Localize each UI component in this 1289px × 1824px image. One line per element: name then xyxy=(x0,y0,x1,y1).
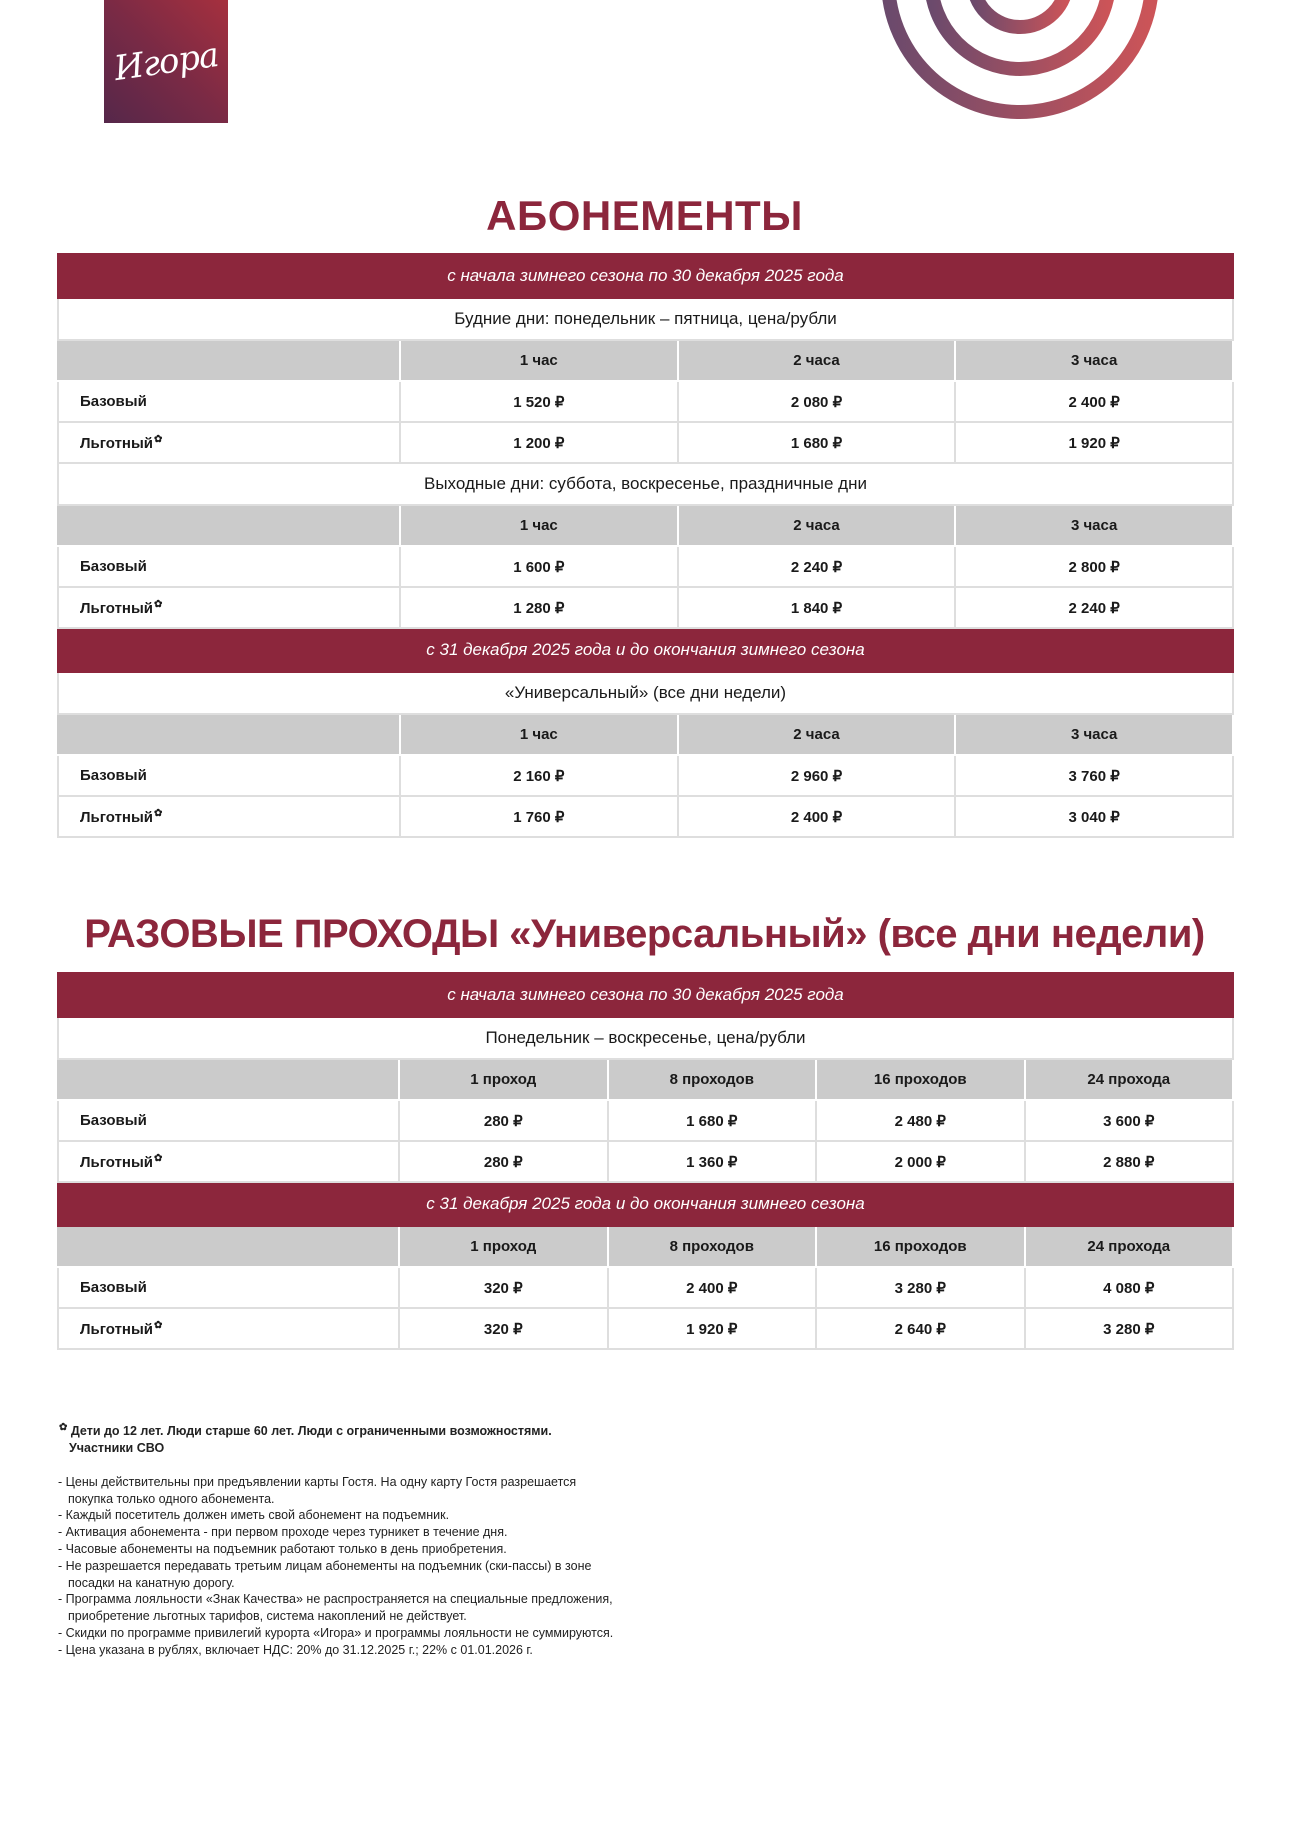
price-cell: 1 760 ₽ xyxy=(400,796,678,837)
table-header-row xyxy=(58,340,1233,381)
footnote-marker-icon: ✿ xyxy=(154,807,163,819)
table-header-row xyxy=(58,1059,1233,1100)
price-cell: 1 520 ₽ xyxy=(400,381,678,422)
price-cell: 320 ₽ xyxy=(399,1267,608,1308)
price-cell: 280 ₽ xyxy=(399,1141,608,1182)
period-label: с начала зимнего сезона по 30 декабря 2025 года xyxy=(58,254,1233,298)
universal-subtitle: «Универсальный» (все дни недели) xyxy=(58,672,1233,714)
column-header: 8 проходов xyxy=(608,1226,817,1267)
note-rule: - Активация абонемента - при первом проходе через турникет в течение дня. xyxy=(58,1525,508,1540)
column-header: 1 проход xyxy=(399,1226,608,1267)
price-cell: 1 920 ₽ xyxy=(955,422,1233,463)
price-cell: 2 400 ₽ xyxy=(955,381,1233,422)
table-row xyxy=(58,796,1233,837)
price-cell: 3 760 ₽ xyxy=(955,755,1233,796)
column-header: 8 проходов xyxy=(608,1059,817,1100)
column-header: 1 проход xyxy=(399,1059,608,1100)
note-rule: - Не разрешается передавать третьим лицам абонементы на подъемник (ски-пассы) в зоне посадки на канатную дорогу. xyxy=(58,1558,592,1590)
table-row xyxy=(58,1100,1233,1141)
column-header: 3 часа xyxy=(955,505,1233,546)
row-label: Льготный✿ xyxy=(58,422,400,463)
column-header: 2 часа xyxy=(678,714,956,755)
row-label: Базовый xyxy=(58,546,400,587)
price-cell: 280 ₽ xyxy=(399,1100,608,1141)
price-cell: 320 ₽ xyxy=(399,1308,608,1349)
weekends-subtitle: Выходные дни: суббота, воскресенье, праздничные дни xyxy=(58,463,1233,505)
footnote-marker-icon: ✿ xyxy=(59,1422,68,1433)
price-cell: 1 280 ₽ xyxy=(400,587,678,628)
weekdays-subtitle: Будние дни: понедельник – пятница, цена/рубли xyxy=(58,298,1233,340)
column-header: 1 час xyxy=(400,714,678,755)
footnote-marker-icon: ✿ xyxy=(154,1152,163,1164)
row-label: Базовый xyxy=(58,1267,399,1308)
discount-definition: ✿ Дети до 12 лет. Люди старше 60 лет. Люди с ограниченными возможностями. Участники СВО xyxy=(59,1422,552,1455)
column-header: 3 часа xyxy=(955,714,1233,755)
column-header: 1 час xyxy=(400,505,678,546)
column-header: 16 проходов xyxy=(816,1059,1025,1100)
season-passes-title: АБОНЕМЕНТЫ xyxy=(486,192,803,239)
period-label: с 31 декабря 2025 года и до окончания зимнего сезона xyxy=(58,1182,1233,1226)
period-label: с 31 декабря 2025 года и до окончания зимнего сезона xyxy=(58,628,1233,672)
price-cell: 1 360 ₽ xyxy=(608,1141,817,1182)
price-cell: 2 800 ₽ xyxy=(955,546,1233,587)
row-label: Льготный✿ xyxy=(58,796,400,837)
note-rule: - Каждый посетитель должен иметь свой абонемент на подъемник. xyxy=(58,1508,450,1523)
price-cell: 2 240 ₽ xyxy=(955,587,1233,628)
table-row xyxy=(58,587,1233,628)
table-row xyxy=(58,422,1233,463)
row-label: Базовый xyxy=(58,381,400,422)
period-band xyxy=(58,254,1233,298)
table-row xyxy=(58,381,1233,422)
price-cell: 1 920 ₽ xyxy=(608,1308,817,1349)
price-cell: 2 400 ₽ xyxy=(678,796,956,837)
concentric-rings-icon xyxy=(870,0,1170,130)
column-header: 16 проходов xyxy=(816,1226,1025,1267)
price-cell: 1 680 ₽ xyxy=(608,1100,817,1141)
note-rule: - Цены действительны при предъявлении карты Гостя. На одну карту Гостя разрешается покупка только одного абонемента. xyxy=(58,1474,577,1506)
note-rule: - Программа лояльности «Знак Качества» не распространяется на специальные предложения, приобретение льготных тарифов, система накоплений не действует. xyxy=(58,1592,613,1624)
period-band xyxy=(58,973,1233,1017)
column-header: 1 час xyxy=(400,340,678,381)
price-cell: 2 080 ₽ xyxy=(678,381,956,422)
note-rule: - Цена указана в рублях, включает НДС: 20% до 31.12.2025 г.; 22% с 01.01.2026 г. xyxy=(58,1642,533,1657)
igora-logo xyxy=(104,0,228,123)
single-rides-table xyxy=(57,972,1234,1350)
logo-text: Игора xyxy=(111,34,221,89)
row-label: Базовый xyxy=(58,755,400,796)
section-subtitle-row xyxy=(58,463,1233,505)
header-empty xyxy=(58,714,400,755)
price-cell: 2 880 ₽ xyxy=(1025,1141,1234,1182)
price-cell: 2 400 ₽ xyxy=(608,1267,817,1308)
section-subtitle-row xyxy=(58,1017,1233,1059)
price-cell: 3 280 ₽ xyxy=(816,1267,1025,1308)
all-days-subtitle: Понедельник – воскресенье, цена/рубли xyxy=(58,1017,1233,1059)
table-header-row xyxy=(58,1226,1233,1267)
table-row xyxy=(58,1141,1233,1182)
price-cell: 2 000 ₽ xyxy=(816,1141,1025,1182)
season-passes-table xyxy=(57,253,1234,838)
column-header: 2 часа xyxy=(678,505,956,546)
header-empty xyxy=(58,1226,399,1267)
row-label: Льготный✿ xyxy=(58,587,400,628)
header-empty xyxy=(58,505,400,546)
row-label: Льготный✿ xyxy=(58,1308,399,1349)
note-rule: - Часовые абонементы на подъемник работают только в день приобретения. xyxy=(58,1541,507,1556)
price-cell: 1 600 ₽ xyxy=(400,546,678,587)
price-cell: 1 680 ₽ xyxy=(678,422,956,463)
period-label: с начала зимнего сезона по 30 декабря 2025 года xyxy=(58,973,1233,1017)
header-empty xyxy=(58,1059,399,1100)
price-cell: 1 200 ₽ xyxy=(400,422,678,463)
footnote-marker-icon: ✿ xyxy=(154,598,163,610)
period-band xyxy=(58,628,1233,672)
price-cell: 2 480 ₽ xyxy=(816,1100,1025,1141)
row-label: Базовый xyxy=(58,1100,399,1141)
section-subtitle-row xyxy=(58,298,1233,340)
table-row xyxy=(58,1308,1233,1349)
footnote-marker-icon: ✿ xyxy=(154,1319,163,1331)
period-band xyxy=(58,1182,1233,1226)
table-row xyxy=(58,755,1233,796)
table-header-row xyxy=(58,714,1233,755)
price-cell: 4 080 ₽ xyxy=(1025,1267,1234,1308)
price-cell: 2 160 ₽ xyxy=(400,755,678,796)
table-row xyxy=(58,1267,1233,1308)
column-header: 24 прохода xyxy=(1025,1226,1234,1267)
column-header: 3 часа xyxy=(955,340,1233,381)
price-cell: 2 240 ₽ xyxy=(678,546,956,587)
footnote-marker-icon: ✿ xyxy=(154,433,163,445)
single-rides-title: РАЗОВЫЕ ПРОХОДЫ «Универсальный» (все дни недели) xyxy=(84,912,1205,956)
column-header: 2 часа xyxy=(678,340,956,381)
price-cell: 1 840 ₽ xyxy=(678,587,956,628)
price-cell: 3 600 ₽ xyxy=(1025,1100,1234,1141)
header-empty xyxy=(58,340,400,381)
footnotes xyxy=(58,1420,618,1659)
price-cell: 3 040 ₽ xyxy=(955,796,1233,837)
note-rule: - Скидки по программе привилегий курорта «Игора» и программы лояльности не суммируются. xyxy=(58,1625,614,1640)
section-subtitle-row xyxy=(58,672,1233,714)
price-cell: 3 280 ₽ xyxy=(1025,1308,1234,1349)
column-header: 24 прохода xyxy=(1025,1059,1234,1100)
price-cell: 2 960 ₽ xyxy=(678,755,956,796)
price-cell: 2 640 ₽ xyxy=(816,1308,1025,1349)
table-row xyxy=(58,546,1233,587)
row-label: Льготный✿ xyxy=(58,1141,399,1182)
table-header-row xyxy=(58,505,1233,546)
